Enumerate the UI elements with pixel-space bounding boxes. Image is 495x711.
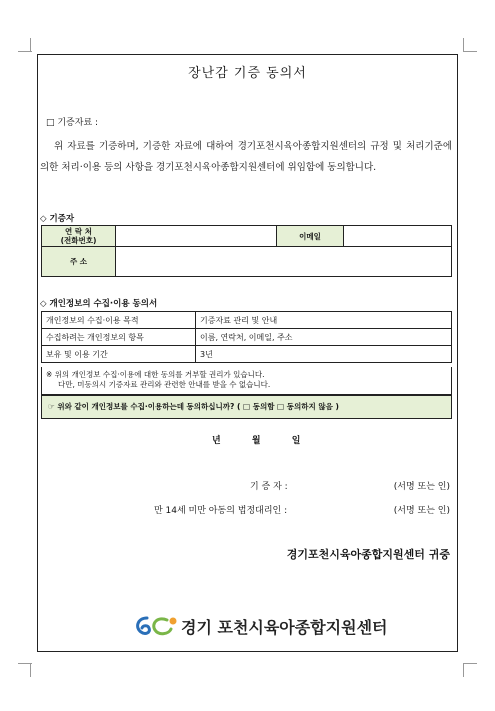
address-label: 주 소 — [42, 247, 116, 277]
contact-sublabel: (전화번호) — [60, 236, 97, 245]
privacy-table — [41, 311, 452, 363]
date-day: 일 — [291, 436, 301, 446]
recipient-line: 경기포천시육아종합지원센터 귀중 — [286, 548, 450, 561]
privacy-row-label: 개인정보의 수집·이용 목적 — [42, 312, 196, 329]
crop-mark — [463, 38, 464, 52]
donation-text: 위 자료를 기증하며, 기증한 자료에 대하여 경기포천시육아종합지원센터의 규정 및 처리기준에 의한 처리·이용 등의 사항을 경기포천시육아종합지원센터에 위임함에 동의합니다. — [40, 141, 452, 173]
consent-question[interactable]: ☞ 위와 같이 개인정보를 수집·이용하는데 동의하십니까? ( □ 동의함 □ 동의하지 않음 ) — [41, 395, 452, 419]
crop-mark — [30, 663, 31, 677]
email-field[interactable] — [344, 226, 452, 247]
donor-heading: ◇ 기증자 — [40, 214, 75, 224]
contact-label-cell — [42, 226, 116, 247]
email-label: 이메일 — [277, 226, 344, 247]
crop-mark — [463, 663, 477, 664]
address-field[interactable] — [116, 247, 452, 277]
logo-text: 경기 포천시육아종합지원센터 — [181, 618, 388, 637]
privacy-row-value: 기증자료 관리 및 안내 — [196, 312, 452, 329]
notice-line: ※ 위의 개인정보 수집·이용에 대한 동의를 거부할 권리가 있습니다. — [46, 370, 265, 379]
document-title: 장난감 기증 동의서 — [188, 66, 307, 81]
crop-mark — [18, 51, 32, 52]
privacy-notice — [41, 367, 452, 395]
privacy-row-label: 보유 및 이용 기간 — [42, 346, 196, 363]
logo-mark-icon — [133, 614, 179, 638]
guardian-signature-label: 만 14세 미만 아동의 법정대리인 : — [154, 506, 288, 516]
date-line — [212, 433, 328, 446]
donor-table — [41, 225, 452, 277]
crop-mark — [463, 51, 477, 52]
donor-signature-label: 기 증 자 : — [250, 482, 288, 492]
privacy-row-label: 수집하려는 개인정보의 항목 — [42, 329, 196, 346]
crop-mark — [18, 663, 32, 664]
date-year: 년 — [212, 436, 221, 446]
donation-paragraph — [40, 136, 452, 178]
crop-mark — [30, 38, 31, 52]
guardian-sign-hint: (서명 또는 인) — [393, 506, 450, 516]
donor-sign-hint: (서명 또는 인) — [393, 482, 450, 492]
crop-mark — [463, 663, 464, 677]
center-logo — [133, 614, 403, 638]
privacy-row-value: 3년 — [196, 346, 452, 363]
date-month: 월 — [251, 436, 261, 446]
contact-label: 연 락 처 — [65, 227, 92, 236]
contact-field[interactable] — [116, 226, 277, 247]
notice-line: 다만, 미동의시 기증자료 관리와 관련한 안내를 받을 수 없습니다. — [58, 380, 271, 389]
privacy-row-value: 이름, 연락처, 이메일, 주소 — [196, 329, 452, 346]
donation-label: □ 기증자료 : — [46, 118, 99, 128]
privacy-heading: ◇ 개인정보의 수집·이용 동의서 — [40, 299, 158, 309]
